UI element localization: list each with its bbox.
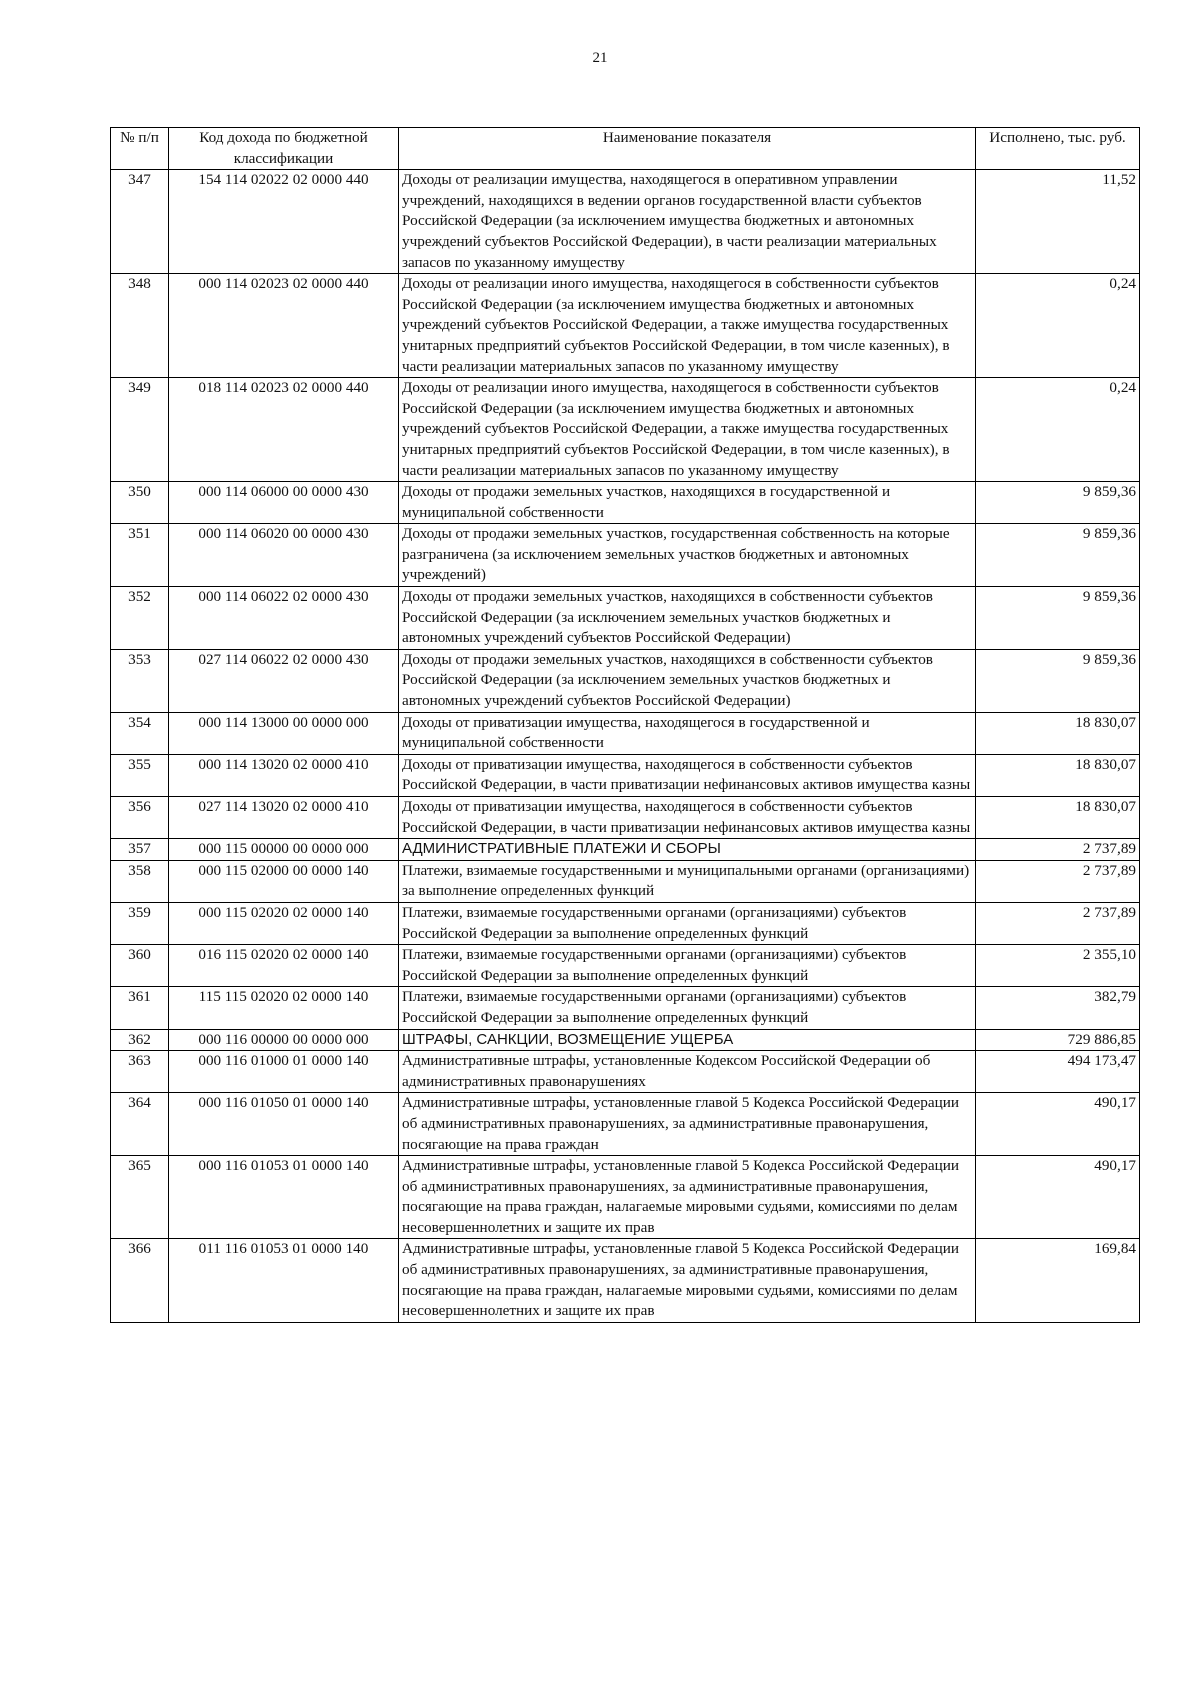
- row-number: 350: [111, 482, 169, 524]
- row-number: 361: [111, 987, 169, 1029]
- executed-amount: 0,24: [976, 274, 1140, 378]
- row-number: 357: [111, 839, 169, 861]
- revenue-code: 000 116 01000 01 0000 140: [169, 1051, 399, 1093]
- executed-amount: 490,17: [976, 1156, 1140, 1239]
- row-number: 364: [111, 1093, 169, 1156]
- executed-amount: 2 737,89: [976, 902, 1140, 944]
- row-number: 356: [111, 797, 169, 839]
- revenue-table: [110, 127, 1140, 1323]
- executed-amount: 11,52: [976, 170, 1140, 274]
- indicator-name: Доходы от реализации имущества, находящегося в оперативном управлении учреждений, находящихся в ведении органов государственной власти субъектов Российской Федерации (за исключением имущества бюджетных и автономных учреждений субъектов Российской Федерации), в части реализации материальных запасов по указанному имуществу: [399, 170, 976, 274]
- revenue-code: 016 115 02020 02 0000 140: [169, 945, 399, 987]
- row-number: 352: [111, 587, 169, 650]
- table-row: [111, 712, 1140, 754]
- revenue-code: 000 114 13020 02 0000 410: [169, 754, 399, 796]
- indicator-name: Платежи, взимаемые государственными и муниципальными органами (организациями) за выполнение определенных функций: [399, 860, 976, 902]
- indicator-name: Доходы от приватизации имущества, находящегося в собственности субъектов Российской Федерации, в части приватизации нефинансовых активов имущества казны: [399, 754, 976, 796]
- row-number: 359: [111, 902, 169, 944]
- revenue-code: 000 114 02023 02 0000 440: [169, 274, 399, 378]
- row-number: 347: [111, 170, 169, 274]
- table-row: [111, 170, 1140, 274]
- table-row: [111, 274, 1140, 378]
- table-row: [111, 860, 1140, 902]
- revenue-code: 000 114 13000 00 0000 000: [169, 712, 399, 754]
- indicator-name: Административные штрафы, установленные главой 5 Кодекса Российской Федерации об административных правонарушениях, за административные правонарушения, посягающие на права граждан, налагаемые мировыми судьями, комиссиями по делам несовершеннолетних и защите их прав: [399, 1239, 976, 1322]
- revenue-code: 027 114 13020 02 0000 410: [169, 797, 399, 839]
- row-number: 365: [111, 1156, 169, 1239]
- executed-amount: 9 859,36: [976, 649, 1140, 712]
- indicator-name: Доходы от реализации иного имущества, находящегося в собственности субъектов Российской Федерации (за исключением имущества бюджетных и автономных учреждений субъектов Российской Федерации, а также имущества государственных унитарных предприятий субъектов Российской Федерации, в том числе казенных), в части реализации материальных запасов по указанному имуществу: [399, 274, 976, 378]
- header-code: Код дохода по бюджетной классификации: [169, 128, 399, 170]
- revenue-code: 027 114 06022 02 0000 430: [169, 649, 399, 712]
- indicator-name: ШТРАФЫ, САНКЦИИ, ВОЗМЕЩЕНИЕ УЩЕРБА: [399, 1029, 976, 1051]
- row-number: 358: [111, 860, 169, 902]
- table-row: [111, 1093, 1140, 1156]
- row-number: 348: [111, 274, 169, 378]
- table-row: [111, 1156, 1140, 1239]
- table-body: [111, 170, 1140, 1323]
- executed-amount: 494 173,47: [976, 1051, 1140, 1093]
- executed-amount: 18 830,07: [976, 797, 1140, 839]
- indicator-name: Доходы от приватизации имущества, находящегося в государственной и муниципальной собственности: [399, 712, 976, 754]
- revenue-code: 018 114 02023 02 0000 440: [169, 378, 399, 482]
- table-row: [111, 649, 1140, 712]
- table-row: [111, 902, 1140, 944]
- executed-amount: 2 737,89: [976, 860, 1140, 902]
- revenue-code: 000 116 01050 01 0000 140: [169, 1093, 399, 1156]
- table-row: [111, 839, 1140, 861]
- header-name: Наименование показателя: [399, 128, 976, 170]
- revenue-code: 154 114 02022 02 0000 440: [169, 170, 399, 274]
- indicator-name: Доходы от продажи земельных участков, находящихся в государственной и муниципальной собственности: [399, 482, 976, 524]
- executed-amount: 9 859,36: [976, 587, 1140, 650]
- table-row: [111, 524, 1140, 587]
- header-num: № п/п: [111, 128, 169, 170]
- revenue-code: 000 116 01053 01 0000 140: [169, 1156, 399, 1239]
- executed-amount: 490,17: [976, 1093, 1140, 1156]
- row-number: 366: [111, 1239, 169, 1322]
- table-row: [111, 797, 1140, 839]
- indicator-name: Административные штрафы, установленные Кодексом Российской Федерации об административных правонарушениях: [399, 1051, 976, 1093]
- executed-amount: 0,24: [976, 378, 1140, 482]
- revenue-code: 011 116 01053 01 0000 140: [169, 1239, 399, 1322]
- page-number: 21: [592, 50, 608, 66]
- executed-amount: 18 830,07: [976, 754, 1140, 796]
- header-row: [111, 128, 1140, 170]
- executed-amount: 382,79: [976, 987, 1140, 1029]
- executed-amount: 18 830,07: [976, 712, 1140, 754]
- table-row: [111, 1029, 1140, 1051]
- executed-amount: 169,84: [976, 1239, 1140, 1322]
- indicator-name: Платежи, взимаемые государственными органами (организациями) субъектов Российской Федерации за выполнение определенных функций: [399, 987, 976, 1029]
- indicator-name: Административные штрафы, установленные главой 5 Кодекса Российской Федерации об административных правонарушениях, за административные правонарушения, посягающие на права граждан, налагаемые мировыми судьями, комиссиями по делам несовершеннолетних и защите их прав: [399, 1156, 976, 1239]
- indicator-name: Доходы от продажи земельных участков, находящихся в собственности субъектов Российской Федерации (за исключением земельных участков бюджетных и автономных учреждений субъектов Российской Федерации): [399, 649, 976, 712]
- indicator-name: Доходы от продажи земельных участков, государственная собственность на которые разграничена (за исключением земельных участков бюджетных и автономных учреждений): [399, 524, 976, 587]
- table-row: [111, 987, 1140, 1029]
- indicator-name: Платежи, взимаемые государственными органами (организациями) субъектов Российской Федерации за выполнение определенных функций: [399, 945, 976, 987]
- row-number: 353: [111, 649, 169, 712]
- row-number: 354: [111, 712, 169, 754]
- revenue-code: 000 115 02000 00 0000 140: [169, 860, 399, 902]
- header-value: Исполнено, тыс. руб.: [976, 128, 1140, 170]
- indicator-name: Доходы от приватизации имущества, находящегося в собственности субъектов Российской Федерации, в части приватизации нефинансовых активов имущества казны: [399, 797, 976, 839]
- revenue-code: 115 115 02020 02 0000 140: [169, 987, 399, 1029]
- row-number: 363: [111, 1051, 169, 1093]
- revenue-code: 000 116 00000 00 0000 000: [169, 1029, 399, 1051]
- table-row: [111, 1051, 1140, 1093]
- table-row: [111, 945, 1140, 987]
- row-number: 362: [111, 1029, 169, 1051]
- revenue-code: 000 114 06022 02 0000 430: [169, 587, 399, 650]
- indicator-name: Доходы от реализации иного имущества, находящегося в собственности субъектов Российской Федерации (за исключением имущества бюджетных и автономных учреждений субъектов Российской Федерации, а также имущества государственных унитарных предприятий субъектов Российской Федерации, в том числе казенных), в части реализации материальных запасов по указанному имуществу: [399, 378, 976, 482]
- revenue-code: 000 114 06020 00 0000 430: [169, 524, 399, 587]
- executed-amount: 9 859,36: [976, 482, 1140, 524]
- table-row: [111, 754, 1140, 796]
- executed-amount: 9 859,36: [976, 524, 1140, 587]
- revenue-code: 000 114 06000 00 0000 430: [169, 482, 399, 524]
- table-row: [111, 378, 1140, 482]
- executed-amount: 2 737,89: [976, 839, 1140, 861]
- row-number: 360: [111, 945, 169, 987]
- row-number: 351: [111, 524, 169, 587]
- row-number: 349: [111, 378, 169, 482]
- executed-amount: 2 355,10: [976, 945, 1140, 987]
- indicator-name: Административные штрафы, установленные главой 5 Кодекса Российской Федерации об административных правонарушениях, за административные правонарушения, посягающие на права граждан: [399, 1093, 976, 1156]
- table-row: [111, 1239, 1140, 1322]
- table-header: [111, 128, 1140, 170]
- table-row: [111, 482, 1140, 524]
- indicator-name: АДМИНИСТРАТИВНЫЕ ПЛАТЕЖИ И СБОРЫ: [399, 839, 976, 861]
- revenue-code: 000 115 02020 02 0000 140: [169, 902, 399, 944]
- row-number: 355: [111, 754, 169, 796]
- executed-amount: 729 886,85: [976, 1029, 1140, 1051]
- table-row: [111, 587, 1140, 650]
- indicator-name: Доходы от продажи земельных участков, находящихся в собственности субъектов Российской Федерации (за исключением земельных участков бюджетных и автономных учреждений субъектов Российской Федерации): [399, 587, 976, 650]
- indicator-name: Платежи, взимаемые государственными органами (организациями) субъектов Российской Федерации за выполнение определенных функций: [399, 902, 976, 944]
- revenue-code: 000 115 00000 00 0000 000: [169, 839, 399, 861]
